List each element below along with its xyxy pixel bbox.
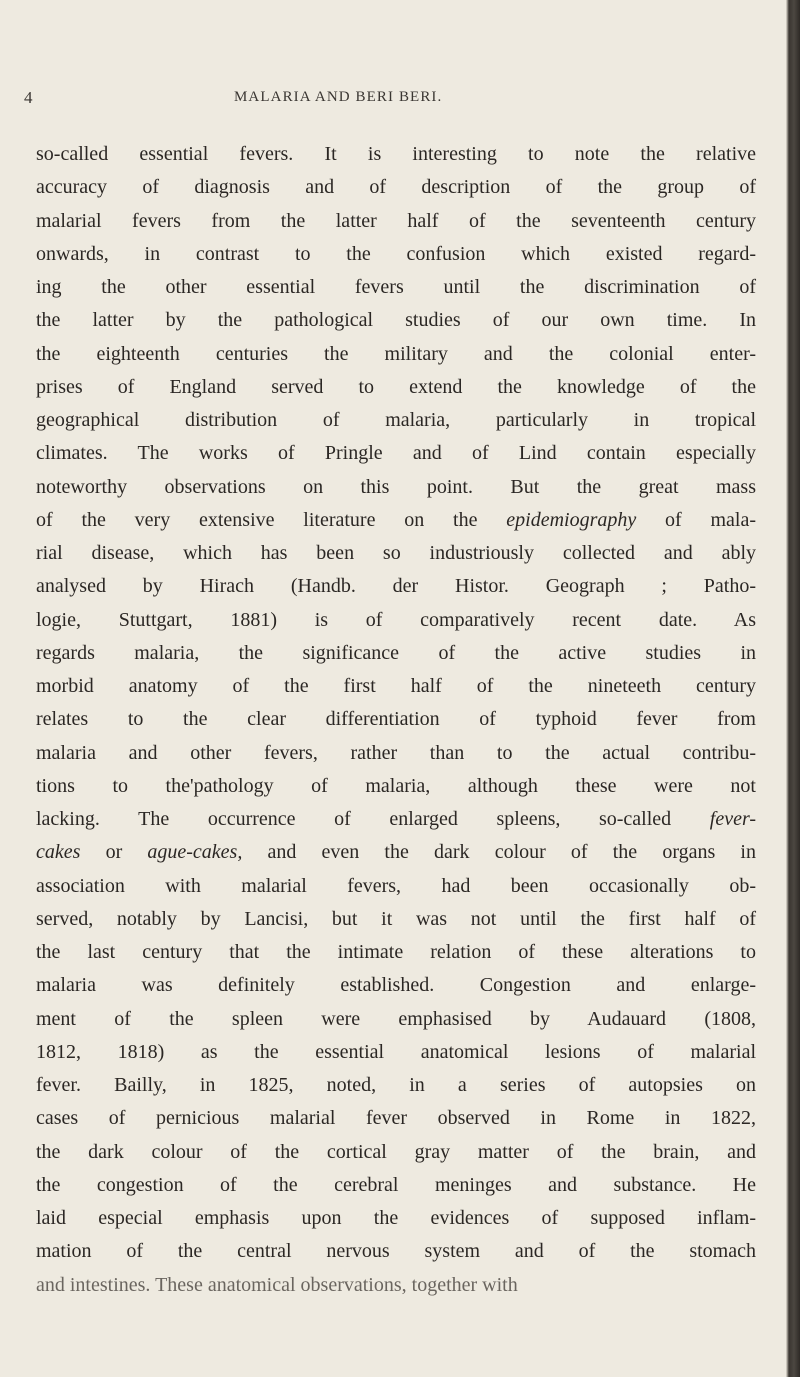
text-line: prises of England served to extend the knowledge of the [36,375,756,398]
text-line: laid especial emphasis upon the evidences of supposed inflam- [36,1207,756,1229]
text-segment: of the very extensive literature on the [36,508,507,531]
text-line: tions to the'pathology of malaria, although these were not [36,774,756,797]
page-edge-shadow [786,0,800,1377]
text-line: malaria and other fevers, rather than to the actual contribu- [36,741,756,764]
text-line: analysed by Hirach (Handb. der Histor. Geograph ; Patho- [36,575,756,598]
text-line: association with malarial fevers, had been occasionally ob- [36,874,756,897]
text-line: served, notably by Lancisi, but it was not until the first half of [36,907,756,930]
running-head: MALARIA AND BERI BERI. [234,89,443,105]
page-number: 4 [24,88,33,107]
text-line: logie, Stuttgart, 1881) is of comparatively recent date. As [36,608,756,631]
italic-term: fever- [709,808,756,830]
text-segment: lacking. The occurrence of enlarged spleens, so-called [36,808,710,830]
text-segment: or [80,841,148,864]
text-line: mation of the central nervous system and of the stomach [36,1240,756,1263]
italic-term: cakes [36,841,81,864]
italic-term: ague-cakes, [147,841,243,864]
text-line: noteworthy observations on this point. But the great mass [36,475,756,498]
text-line: rial disease, which has been so industriously collected and ably [36,542,756,564]
italic-term: epidemiography [506,508,637,531]
text-line: the dark colour of the cortical gray matter of the brain, and [36,1140,756,1163]
text-line: cases of pernicious malarial fever observed in Rome in 1822, [36,1107,756,1130]
text-line: the latter by the pathological studies of our own time. In [36,309,756,332]
text-line: the eighteenth centuries the military and the colonial enter- [36,342,756,365]
text-segment: of mala- [636,508,757,531]
text-segment: and even the dark colour of the organs in [242,841,756,864]
text-line: so-called essential fevers. It is interesting to note the relative [36,143,756,165]
body-text [36,138,756,1302]
text-line: onwards, in contrast to the confusion which existed regard- [36,242,756,265]
text-line: regards malaria, the significance of the active studies in [36,641,756,664]
text-line: ing the other essential fevers until the discrimination of [36,276,756,298]
text-line: morbid anatomy of the first half of the nineteeth century [36,675,756,697]
text-line: ment of the spleen were emphasised by Audauard (1808, [36,1007,756,1030]
text-line: malaria was definitely established. Congestion and enlarge- [36,974,756,997]
text-line: malarial fevers from the latter half of the seventeenth century [36,209,756,232]
text-line: climates. The works of Pringle and of Lind contain especially [36,442,756,465]
text-line: 1812, 1818) as the essential anatomical lesions of malarial [36,1040,756,1063]
text-line: geographical distribution of malaria, particularly in tropical [36,409,756,431]
text-line [36,836,756,869]
text-line: the congestion of the cerebral meninges and substance. He [36,1173,756,1196]
text-line: fever. Bailly, in 1825, noted, in a series of autopsies on [36,1074,756,1096]
text-line: and intestines. These anatomical observations, together with [36,1273,518,1296]
text-line: accuracy of diagnosis and of description of the group of [36,176,756,199]
page-header [0,88,800,114]
text-line [36,504,756,537]
text-line: relates to the clear differentiation of typhoid fever from [36,708,756,731]
text-line [36,803,756,836]
text-line: the last century that the intimate relation of these alterations to [36,941,756,963]
